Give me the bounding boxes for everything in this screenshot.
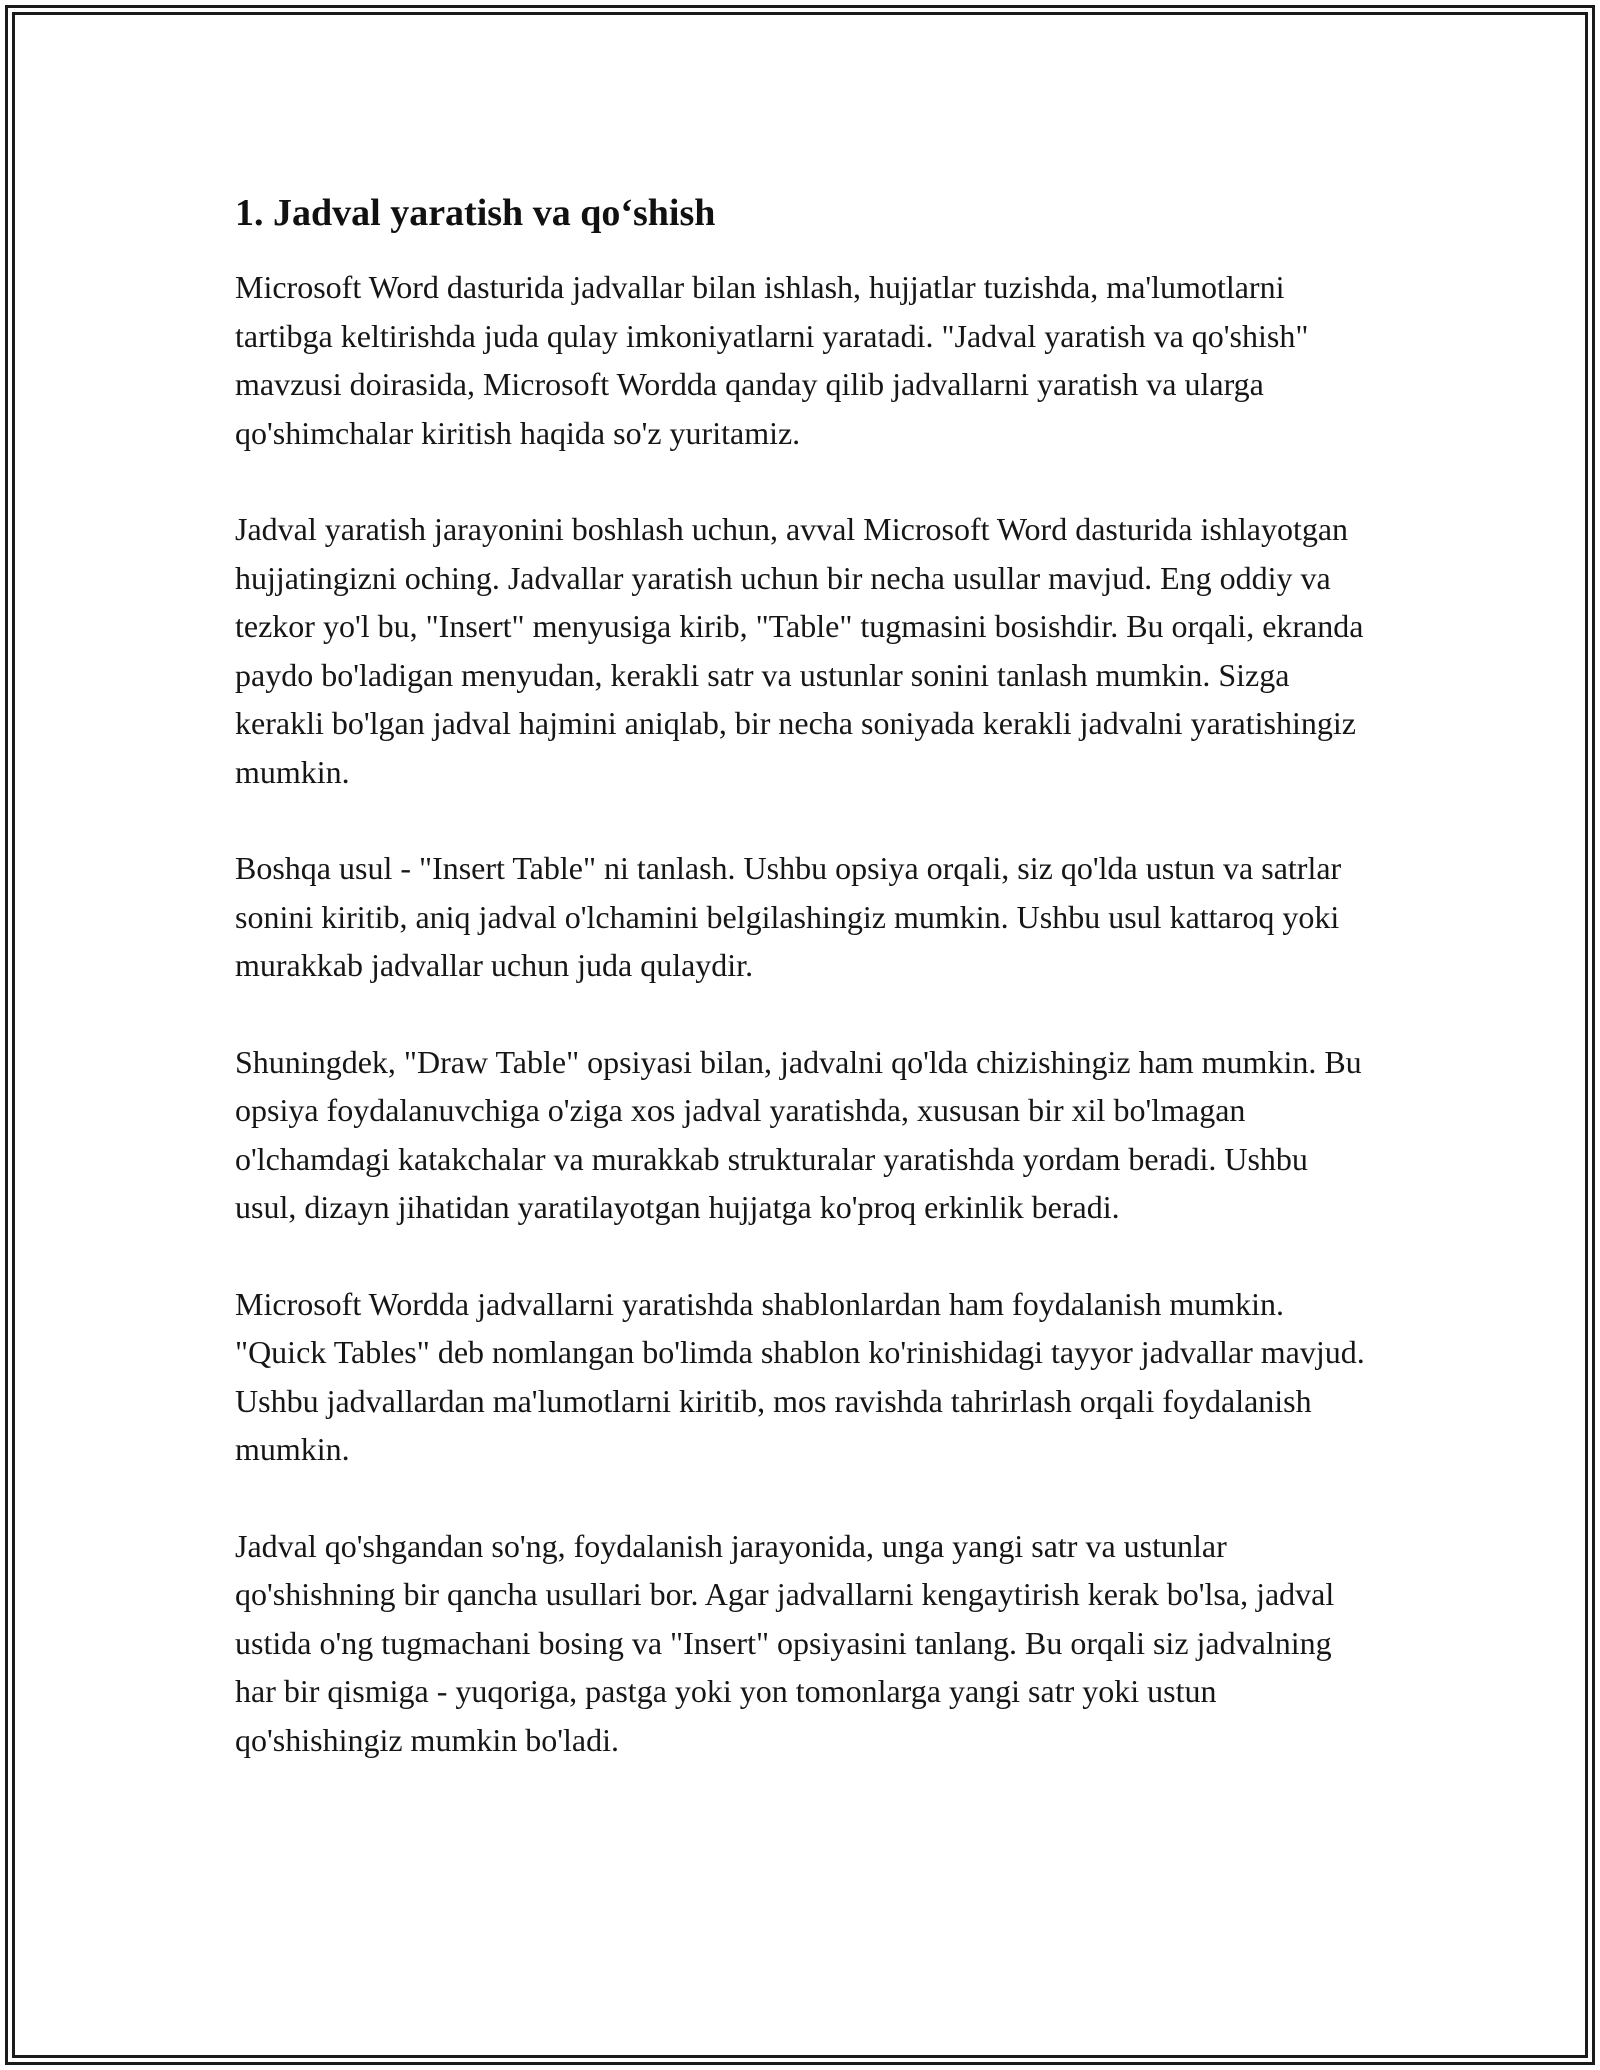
paragraph-3: Boshqa usul - "Insert Table" ni tanlash. Ushbu opsiya orqali, siz qo'lda ustun va satrlar sonini kiritib, aniq jadval o'lchamini belgilashingiz mumkin. Ushbu usul kattaroq yoki murakkab jadvallar uchun juda qulaydir. — [235, 850, 1342, 983]
document-body — [235, 185, 1370, 1812]
paragraph-4: Shuningdek, "Draw Table" opsiyasi bilan, jadvalni qo'lda chizishingiz ham mumkin. Bu opsiya foydalanuvchiga o'ziga xos jadval yaratishda, xususan bir xil bo'lmagan o'lchamdagi katakchalar va murakkab strukturalar yaratishda yordam beradi. Ushbu usul, dizayn jihatidan yaratilayotgan hujjatga ko'proq erkinlik beradi. — [235, 1043, 1362, 1225]
paragraph-2: Jadval yaratish jarayonini boshlash uchun, avval Microsoft Word dasturida ishlayotgan hujjatingizni oching. Jadvallar yaratish uchun bir necha usullar mavjud. Eng oddiy va tezkor yo'l bu, "Insert" menyusiga kirib, "Table" tugmasini bosishdir. Bu orqali, ekranda paydo bo'ladigan menyudan, kerakli satr va ustunlar sonini tanlash mumkin. Sizga kerakli bo'lgan jadval hajmini aniqlab, bir necha soniyada kerakli jadvalni yaratishingiz mumkin. — [235, 511, 1364, 790]
section-title: 1. Jadval yaratish va qo‘shish — [235, 192, 716, 234]
paragraph-5: Microsoft Wordda jadvallarni yaratishda shablonlardan ham foydalanish mumkin. "Quick Tables" deb nomlangan bo'limda shablon ko'rinishidagi tayyor jadvallar mavjud. Ushbu jadvallardan ma'lumotlarni kiritib, mos ravishda tahrirlash orqali foydalanish mumkin. — [235, 1285, 1365, 1467]
paragraph-1: Microsoft Word dasturida jadvallar bilan ishlash, hujjatlar tuzishda, ma'lumotlarni tartibga keltirishda juda qulay imkoniyatlarni yaratadi. "Jadval yaratish va qo'shish" mavzusi doirasida, Microsoft Wordda qanday qilib jadvallarni yaratish va ularga qo'shimchalar kiritish haqida so'z yuritamiz. — [235, 269, 1309, 451]
paragraph-6: Jadval qo'shgandan so'ng, foydalanish jarayonida, unga yangi satr va ustunlar qo'shishning bir qancha usullari bor. Agar jadvallarni kengaytirish kerak bo'lsa, jadval ustida o'ng tugmachani bosing va "Insert" opsiyasini tanlang. Bu orqali siz jadvalning har bir qismiga - yuqoriga, pastga yoki yon tomonlarga yangi satr yoki ustun qo'shishingiz mumkin bo'ladi. — [235, 1527, 1335, 1758]
